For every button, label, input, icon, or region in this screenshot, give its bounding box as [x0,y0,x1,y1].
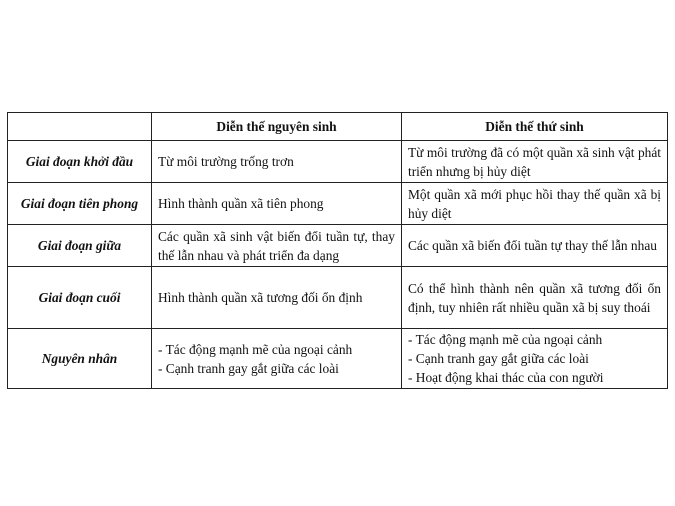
row-label-middle-stage: Giai đoạn giữa [8,225,152,267]
table-row [8,183,668,225]
table-row [8,329,668,389]
table-row [8,225,668,267]
comparison-table-container [7,112,667,389]
primary-cell [152,141,402,183]
row-label-initial-stage: Giai đoạn khởi đầu [8,141,152,183]
cell-line: - Tác động mạnh mẽ của ngoại cảnh [158,341,353,357]
cell-line: - Cạnh tranh gay gắt giữa các loài [158,360,339,376]
primary-cell [152,183,402,225]
header-secondary-succession: Diễn thế thứ sinh [402,113,668,141]
table-header-row [8,113,668,141]
cell-line: Hình thành quần xã tương đối ổn định [158,290,363,305]
cell-line: Hình thành quần xã tiên phong [158,196,324,211]
table-row [8,141,668,183]
secondary-cell [402,183,668,225]
cell-line: Một quần xã mới phục hồi thay thế quần xã bị hủy diệt [408,186,661,221]
cell-line: Các quần xã sinh vật biến đổi tuần tự, thay thế lẫn nhau và phát triển đa dạng [158,228,395,263]
cell-line: Từ môi trường trống trơn [158,154,294,169]
secondary-cell [402,329,668,389]
row-label-causes: Nguyên nhân [8,329,152,389]
cell-line: Các quần xã biến đổi tuần tự thay thế lẫn nhau [408,238,657,253]
row-label-final-stage: Giai đoạn cuối [8,267,152,329]
secondary-cell [402,267,668,329]
header-empty-cell [8,113,152,141]
header-primary-succession: Diễn thế nguyên sinh [152,113,402,141]
primary-cell [152,329,402,389]
table-row [8,267,668,329]
secondary-cell [402,225,668,267]
cell-line: Từ môi trường đã có một quần xã sinh vật phát triển nhưng bị hủy diệt [408,144,661,179]
row-label-pioneer-stage: Giai đoạn tiên phong [8,183,152,225]
succession-comparison-table [7,112,668,389]
secondary-cell [402,141,668,183]
primary-cell [152,267,402,329]
cell-line: - Cạnh tranh gay gắt giữa các loài [408,351,589,366]
cell-line: - Hoạt động khai thác của con người [408,370,604,385]
cell-line: Có thể hình thành nên quần xã tương đối ổn định, tuy nhiên rất nhiều quần xã bị suy thoái [408,280,661,315]
primary-cell [152,225,402,267]
cell-line: - Tác động mạnh mẽ của ngoại cảnh [408,332,603,347]
